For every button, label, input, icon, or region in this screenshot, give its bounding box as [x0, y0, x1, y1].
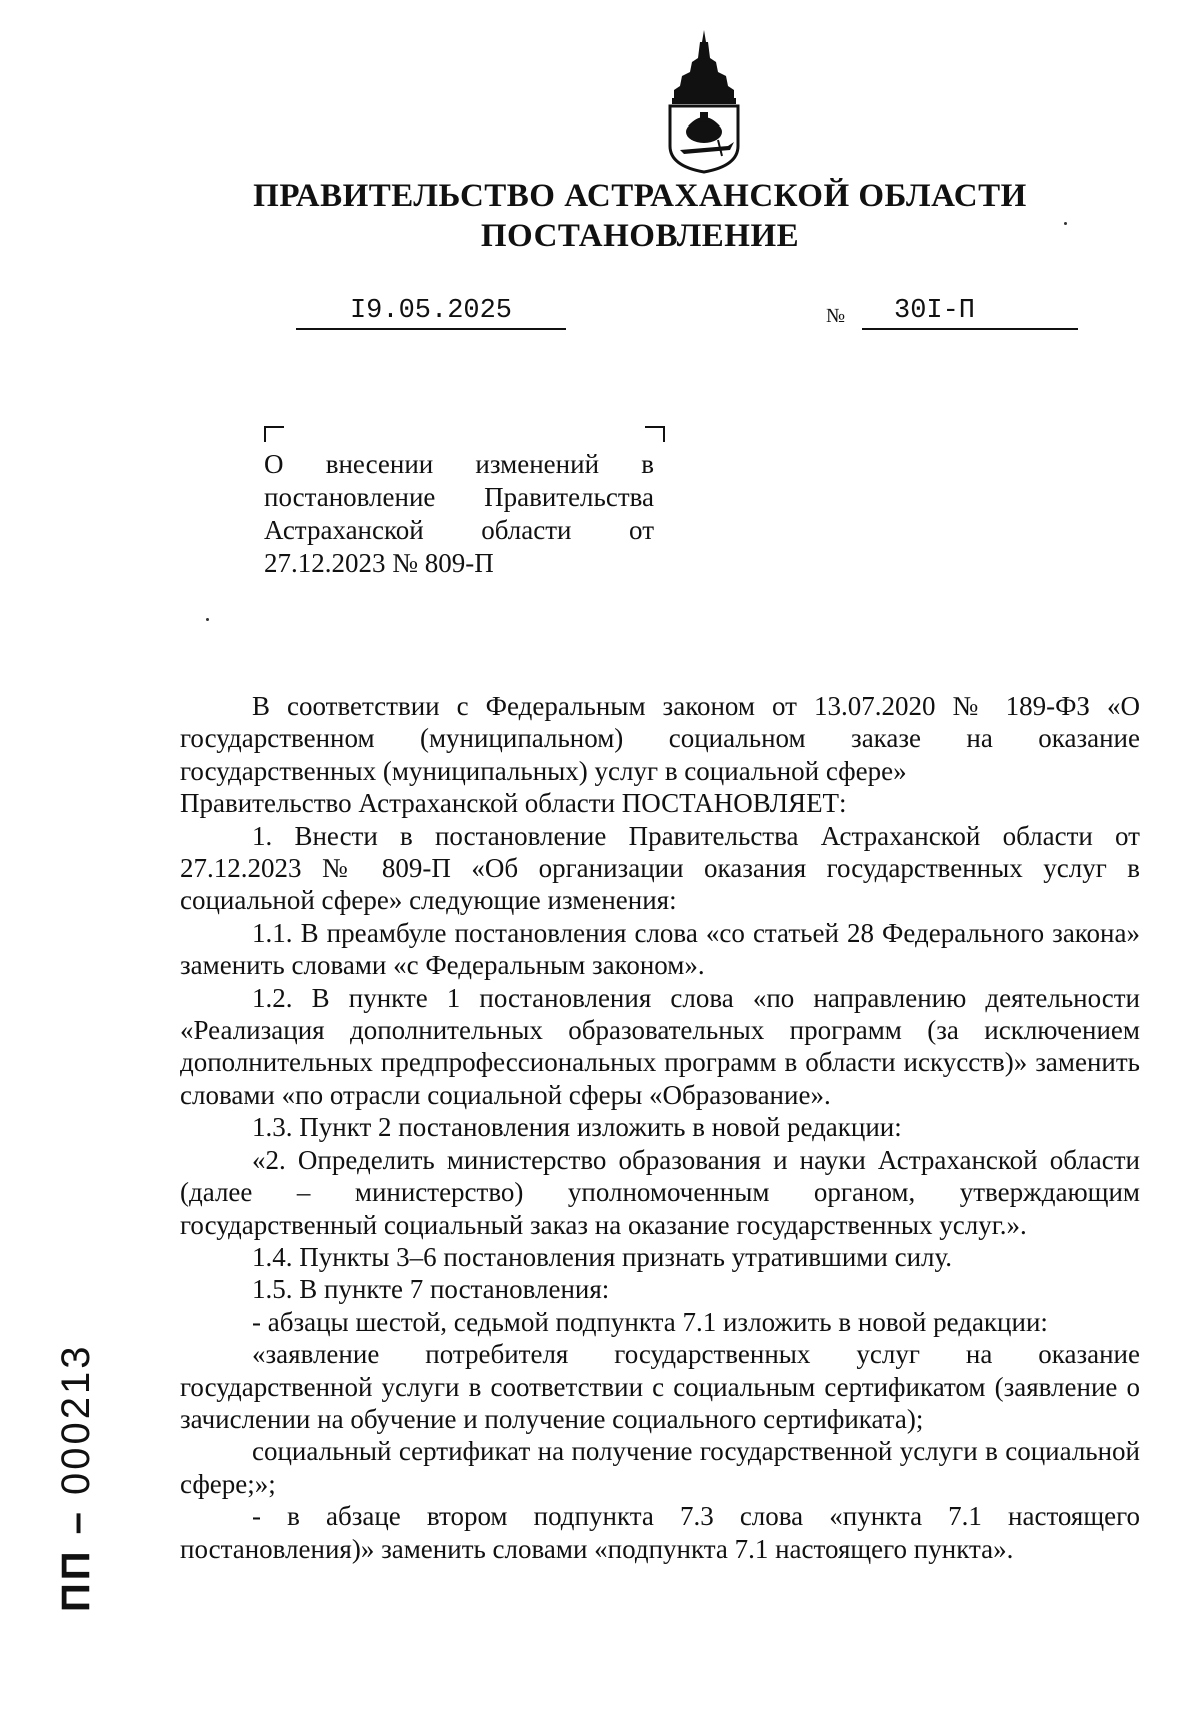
document-subject: О внесении изменений в постановление Правительства Астраханской области от 27.12.2023 № 809-П — [264, 449, 654, 578]
body-paragraph: 1.3. Пункт 2 постановления изложить в новой редакции: — [252, 1112, 902, 1143]
body-paragraph: социальный сертификат на получение государственной услуги в социальной сфере;»; — [180, 1436, 1140, 1499]
document-date: I9.05.2025 — [296, 296, 566, 330]
document-body — [180, 690, 1140, 1565]
scan-speck — [206, 618, 209, 621]
serial-stamp — [54, 1344, 99, 1612]
body-paragraph: 1.5. В пункте 7 постановления: — [252, 1274, 610, 1305]
number-sign: № — [826, 305, 846, 327]
body-paragraph: 1.4. Пункты 3–6 постановления признать утратившими силу. — [252, 1241, 953, 1272]
body-paragraph: 1.2. В пункте 1 постановления слова «по направлению деятельности «Реализация дополнительных образовательных программ (за исключением дополнительных предпрофессиональных программ в области искусств)» заменить словами «по отрасли социальной сферы «Образование». — [180, 982, 1140, 1110]
body-paragraph: 1.1. В преамбуле постановления слова «со статьей 28 Федерального закона» заменить словами «с Федеральным законом». — [180, 917, 1140, 981]
document-type-title: ПОСТАНОВЛЕНИЕ — [480, 218, 800, 254]
body-paragraph: - абзацы шестой, седьмой подпункта 7.1 изложить в новой редакции: — [252, 1306, 1048, 1337]
serial-prefix: ПП – — [54, 1509, 98, 1612]
body-paragraph: - в абзаце втором подпункта 7.3 слова «пункта 7.1 настоящего постановления)» заменить словами «подпункта 7.1 настоящего пункта». — [180, 1501, 1140, 1564]
subject-bracket-left — [264, 426, 284, 442]
body-paragraph: 1. Внести в постановление Правительства Астраханской области от 27.12.2023 № 809-П «Об организации оказания государственных услуг в социальной сфере» следующие изменения: — [180, 820, 1140, 916]
serial-number: 000213 — [54, 1343, 98, 1496]
document-number-field — [862, 296, 1078, 330]
body-paragraph: В соответствии с Федеральным законом от 13.07.2020 № 189-ФЗ «О государственном (муниципальном) социальном заказе на оказание государственных (муниципальных) услуг в социальной сфере» — [180, 691, 1140, 786]
body-paragraph: Правительство Астраханской области ПОСТАНОВЛЯЕТ: — [180, 788, 847, 819]
body-paragraph: «заявление потребителя государственных услуг на оказание государственной услуги в соответствии с социальным сертификатом (заявление о зачислении на обучение и получение социального сертификата); — [180, 1339, 1140, 1434]
government-title: ПРАВИТЕЛЬСТВО АСТРАХАНСКОЙ ОБЛАСТИ — [253, 178, 1027, 214]
document-number: 30I-П — [894, 296, 976, 326]
subject-bracket-right — [645, 426, 665, 442]
scan-speck — [1064, 222, 1067, 225]
body-paragraph: «2. Определить министерство образования и науки Астраханской области (далее – министерство) уполномоченным органом, утверждающим государственный социальный заказ на оказание государственных услуг.». — [180, 1144, 1140, 1240]
coat-of-arms-icon — [660, 28, 748, 174]
